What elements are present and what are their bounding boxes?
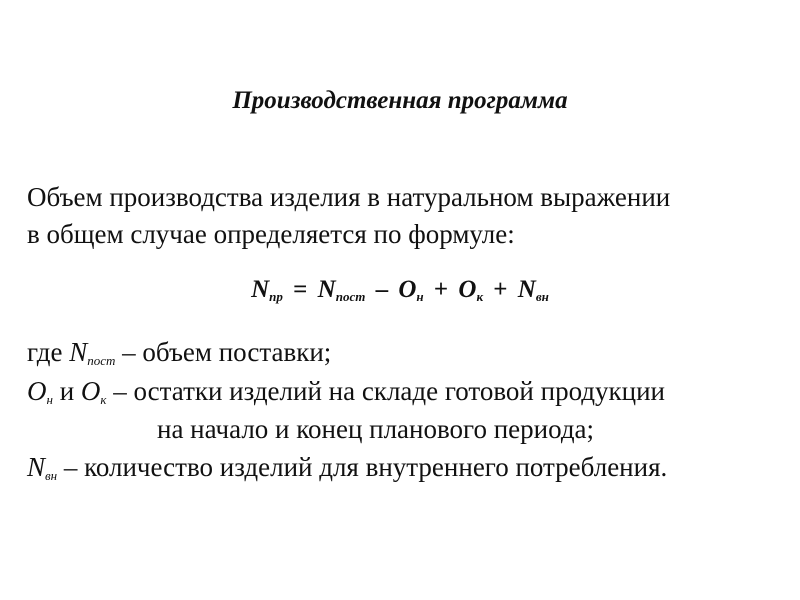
- definition-2-sub2: к: [100, 392, 107, 407]
- intro-line-2: в общем случае определяется по формуле:: [27, 219, 515, 249]
- formula-t4-sub: вн: [535, 289, 549, 304]
- formula-op1: –: [375, 276, 389, 303]
- definition-2-sub1: н: [46, 392, 53, 407]
- formula: [0, 273, 800, 314]
- definition-1-prefix: где: [27, 337, 70, 367]
- definition-2-continuation: на начало и конец планового периода;: [157, 414, 595, 444]
- definition-1-sub: пост: [87, 353, 116, 368]
- definition-2-var1: О: [27, 376, 47, 406]
- formula-t1-sub: пост: [335, 289, 366, 304]
- definition-3-text: – количество изделий для внутреннего потребления.: [57, 452, 668, 482]
- definition-2-var2: О: [80, 376, 101, 406]
- formula-t3-var: О: [458, 276, 477, 303]
- intro-line-1: Объем производства изделия в натуральном выражении: [27, 182, 671, 212]
- formula-lhs-sub: пр: [269, 289, 283, 304]
- formula-eq: =: [293, 276, 308, 303]
- formula-op3: +: [493, 276, 508, 303]
- formula-t2-sub: н: [416, 289, 424, 304]
- definition-1-var: N: [69, 337, 88, 367]
- definition-2-mid: и: [52, 376, 81, 406]
- definition-3: [27, 450, 667, 493]
- definition-2: [27, 374, 665, 417]
- formula-op2: +: [433, 276, 449, 303]
- definition-1-text: – объем поставки;: [115, 337, 332, 367]
- formula-t4-var: N: [517, 276, 536, 303]
- slide-title: Производственная программа: [232, 87, 568, 114]
- formula-lhs-var: N: [251, 276, 270, 303]
- formula-t3-sub: к: [476, 289, 484, 304]
- definition-2-text: – остатки изделий на складе готовой продукции: [106, 376, 665, 406]
- formula-t1-var: N: [317, 276, 336, 303]
- definition-1: [27, 335, 331, 378]
- definition-3-sub: вн: [45, 468, 58, 483]
- definition-3-var: N: [27, 452, 46, 482]
- formula-t2-var: О: [398, 276, 417, 303]
